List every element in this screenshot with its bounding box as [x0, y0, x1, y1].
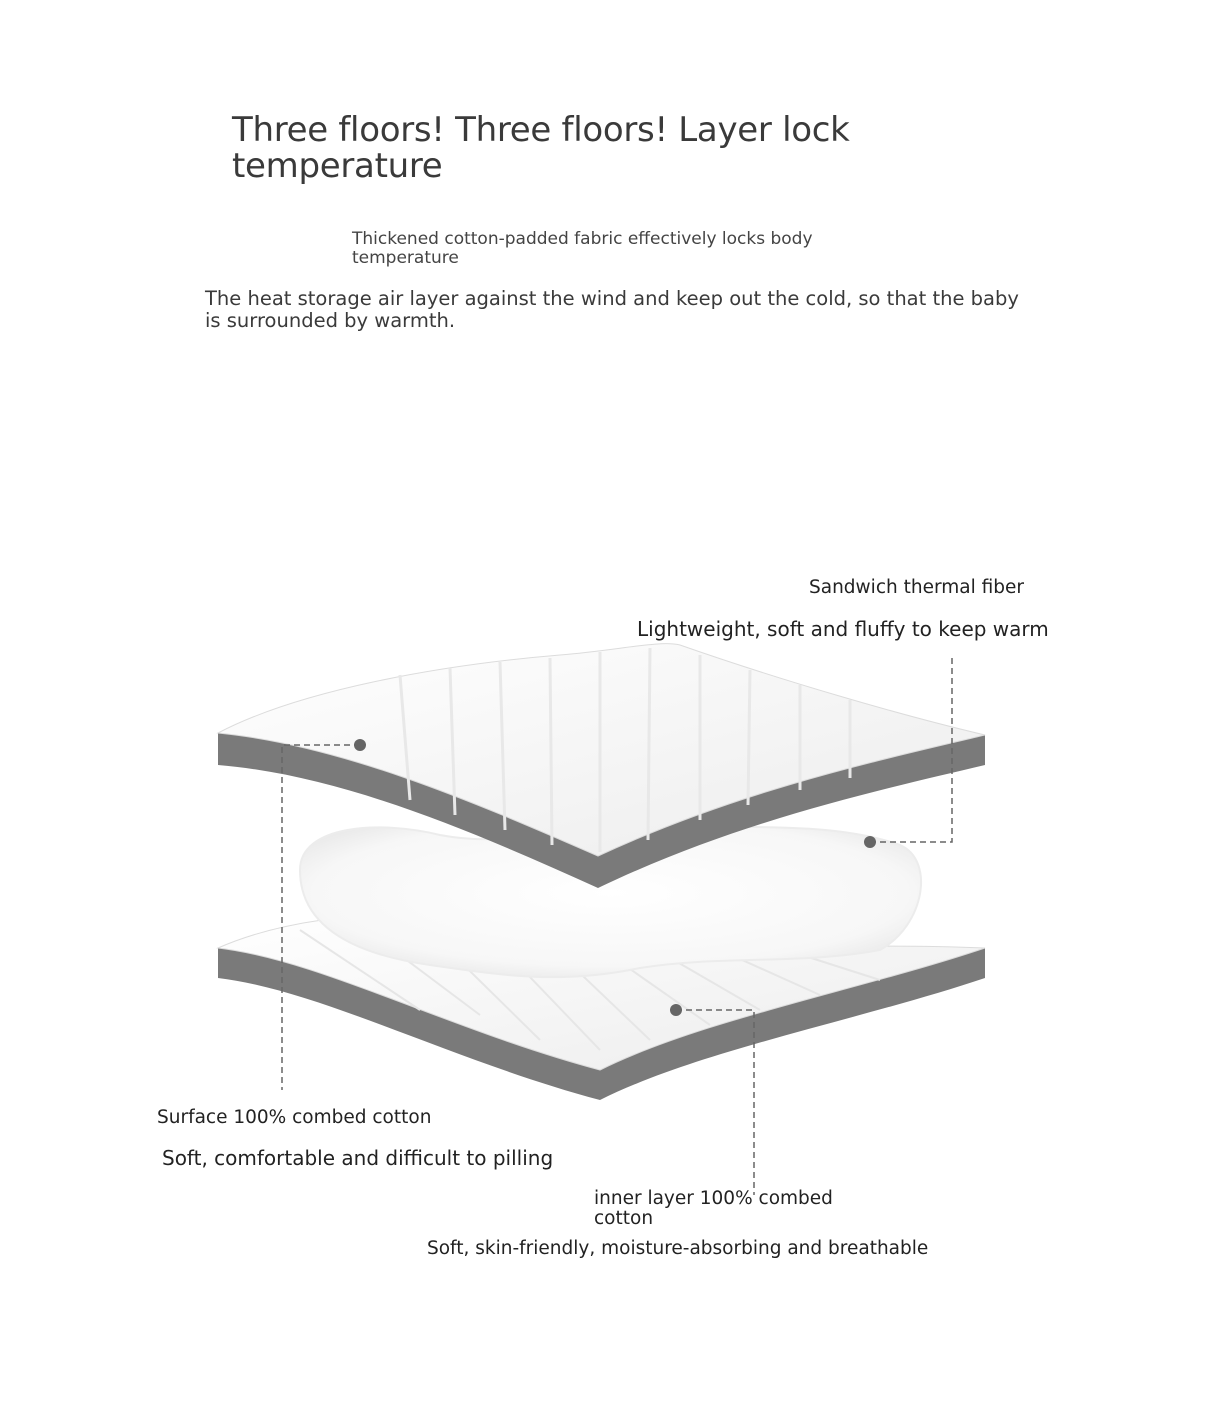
fiber-callout-dot — [864, 836, 876, 848]
fiber-layer-feature: Lightweight, soft and fluffy to keep warm — [637, 617, 1049, 641]
inner-callout-dot — [670, 1004, 682, 1016]
inner-layer-feature: Soft, skin-friendly, moisture-absorbing and breathable — [427, 1238, 929, 1259]
surface-callout-dot — [354, 739, 366, 751]
description: The heat storage air layer against the wind and keep out the cold, so that the baby is surrounded by warmth. — [205, 287, 1019, 332]
page-title: Three floors! Three floors! Layer lock temperature — [232, 110, 850, 186]
inner-layer-name: inner layer 100% combed cotton — [594, 1188, 833, 1229]
fiber-layer-name: Sandwich thermal fiber — [809, 577, 1024, 598]
surface-layer-feature: Soft, comfortable and difficult to pilling — [162, 1146, 554, 1170]
surface-layer-name: Surface 100% combed cotton — [157, 1107, 432, 1128]
subtitle: Thickened cotton-padded fabric effectively locks body temperature — [352, 229, 813, 268]
